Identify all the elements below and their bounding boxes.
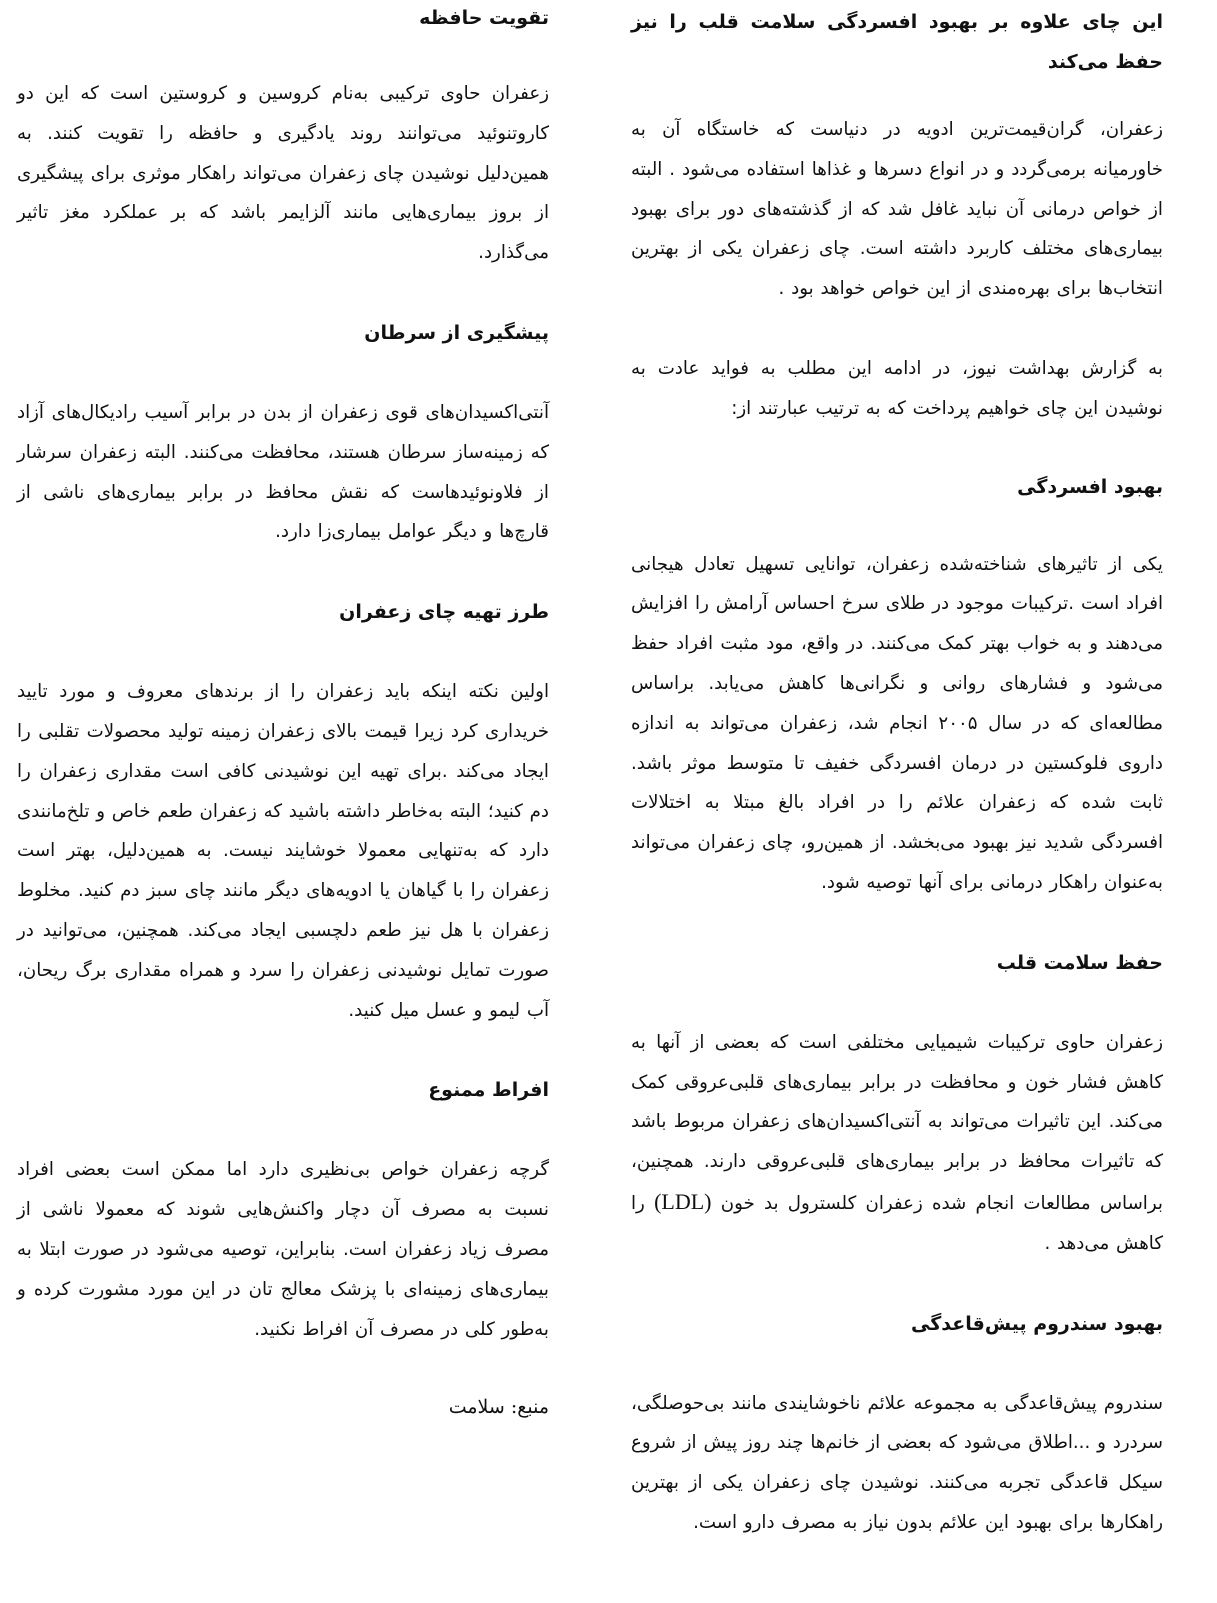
- section-heading-pms: بهبود سندروم پیش‌قاعدگی: [911, 1312, 1163, 1335]
- source-credit: منبع: سلامت: [448, 1396, 549, 1419]
- section-heading-depression: بهبود افسردگی: [1017, 475, 1163, 498]
- section-heading-heart: حفظ سلامت قلب: [996, 951, 1163, 974]
- section-body-depression: یکی از تاثیرهای شناخته‌شده زعفران، توانایی تسهیل تعادل هیجانی افراد است .ترکیبات موجود در طلای سرخ احساس آرامش را افزایش می‌دهند و به خواب بهتر کمک می‌کنند. در واقع، مود مثبت افراد حفظ می‌شود و فشارهای روانی و نگرانی‌ها کاهش می‌یابد. براساس مطالعه‌ای که در سال ۲۰۰۵ انجام شد، زعفران می‌تواند به اندازه داروی فلوکستین در درمان افسردگی خفیف تا متوسط موثر باشد. ثابت شده که زعفران علائم را در افراد بالغ مبتلا به اختلالات افسردگی شدید نیز بهبود می‌بخشد. از همین‌رو، چای زعفران می‌تواند به‌عنوان راهکار درمانی برای آنها توصیه شود.: [631, 553, 1163, 893]
- section-heading-preparation: طرز تهیه چای زعفران: [339, 601, 549, 624]
- section-body-cancer: آنتی‌اکسیدان‌های قوی زعفران از بدن در برابر آسیب رادیکال‌های آزاد که زمینه‌ساز سرطان هستند، محافظت می‌کنند. البته زعفران سرشار از فلاونوئیدهاست که نقش محافظ در برابر بیماری‌های ناشی از قارچ‌ها و دیگر عوامل بیماری‌زا دارد.: [17, 401, 549, 543]
- article-title: این چای علاوه بر بهبود افسردگی سلامت قلب را نیز حفظ می‌کند: [631, 11, 1163, 73]
- left-column: [17, 0, 549, 1427]
- right-column: [631, 0, 1163, 1543]
- heart-body-text: زعفران حاوی ترکیبات شیمیایی مختلفی است که بعضی از آنها به کاهش فشار خون و محافظت در برابر بیماری‌های قلبی‌عروقی کمک می‌کند. این تاثیرات می‌تواند به آنتی‌اکسیدان‌های زعفران مربوط باشد که تاثیرات محافظ در برابر بیماری‌های قلبی‌عروقی دارند. همچنین، براساس مطالعات انجام شده زعفران کلسترول بد خون: [631, 1031, 1163, 1214]
- section-body-pms: سندروم پیش‌قاعدگی به مجموعه علائم ناخوشایندی مانند بی‌حوصلگی، سردرد و ...اطلاق می‌شود که بعضی از خانم‌ها چند روز پیش از شروع سیکل قاعدگی تجربه می‌کنند. نوشیدن چای زعفران یکی از بهترین راهکارها برای بهبود این علائم بدون نیاز به مصرف دارو است.: [631, 1392, 1163, 1533]
- intro-paragraph-2: به گزارش بهداشت نیوز، در ادامه این مطلب به فواید عادت به نوشیدن این چای خواهیم پرداخت که به ترتیب عبارتند از:: [631, 357, 1163, 419]
- intro-paragraph-1: زعفران، گران‌قیمت‌ترین ادویه در دنیاست که خاستگاه آن به خاورمیانه برمی‌گردد و در انواع دسرها و غذاها استفاده می‌شود . البته از خواص درمانی آن نباید غافل شد که از گذشته‌های دور برای بهبود بیماری‌های مختلف کاربرد داشته است. چای زعفران یکی از بهترین انتخاب‌ها برای بهره‌مندی از این خواص خواهد بود .: [631, 119, 1163, 300]
- section-heading-cancer: پیشگیری از سرطان: [364, 321, 549, 344]
- section-body-memory: زعفران حاوی ترکیبی به‌نام کروسین و کروستین است که این دو کاروتنوئید می‌توانند روند یادگیری و حافظه را تقویت کنند. به همین‌دلیل نوشیدن چای زعفران می‌تواند راهکار موثری برای پیشگیری از بروز بیماری‌هایی مانند آلزایمر باشد که بر عملکرد مغز تاثیر می‌گذارد.: [17, 83, 549, 264]
- heart-body-end: را کاهش می‌دهد .: [631, 1192, 1163, 1254]
- section-body-preparation: اولین نکته اینکه باید زعفران را از برندهای معروف و مورد تایید خریداری کرد زیرا قیمت بالای زعفران زمینه تولید محصولات تقلبی را ایجاد می‌کند .برای تهیه این نوشیدنی کافی است مقداری زعفران را دم کنید؛ البته به‌خاطر داشته باشید که زعفران طعم خاص و تلخ‌مانندی دارد که به‌تنهایی معمولا خوشایند نیست. به همین‌دلیل، بهتر است زعفران را با گیاهان یا ادویه‌های دیگر مانند چای سبز دم کنید. مخلوط زعفران با هل نیز طعم دلچسبی ایجاد می‌کند. همچنین، می‌توانید در صورت تمایل نوشیدنی زعفران را سرد و همراه مقداری برگ ریحان، آب لیمو و عسل میل کنید.: [17, 681, 549, 1021]
- section-heading-excess: افراط ممنوع: [428, 1079, 549, 1102]
- section-body-heart: [631, 1023, 1163, 1264]
- section-body-excess: گرچه زعفران خواص بی‌نظیری دارد اما ممکن است بعضی افراد نسبت به مصرف آن دچار واکنش‌هایی شوند که معمولا ناشی از مصرف زیاد زعفران است. بنابراین، توصیه می‌شود در صورت ابتلا به بیماری‌های زمینه‌ای با پزشک معالج تان در این مورد مشورت کرده و به‌طور کلی در مصرف آن افراط نکنید.: [17, 1159, 549, 1340]
- ldl-abbreviation: (LDL): [654, 1188, 712, 1214]
- section-heading-memory: تقویت حافظه: [419, 7, 549, 29]
